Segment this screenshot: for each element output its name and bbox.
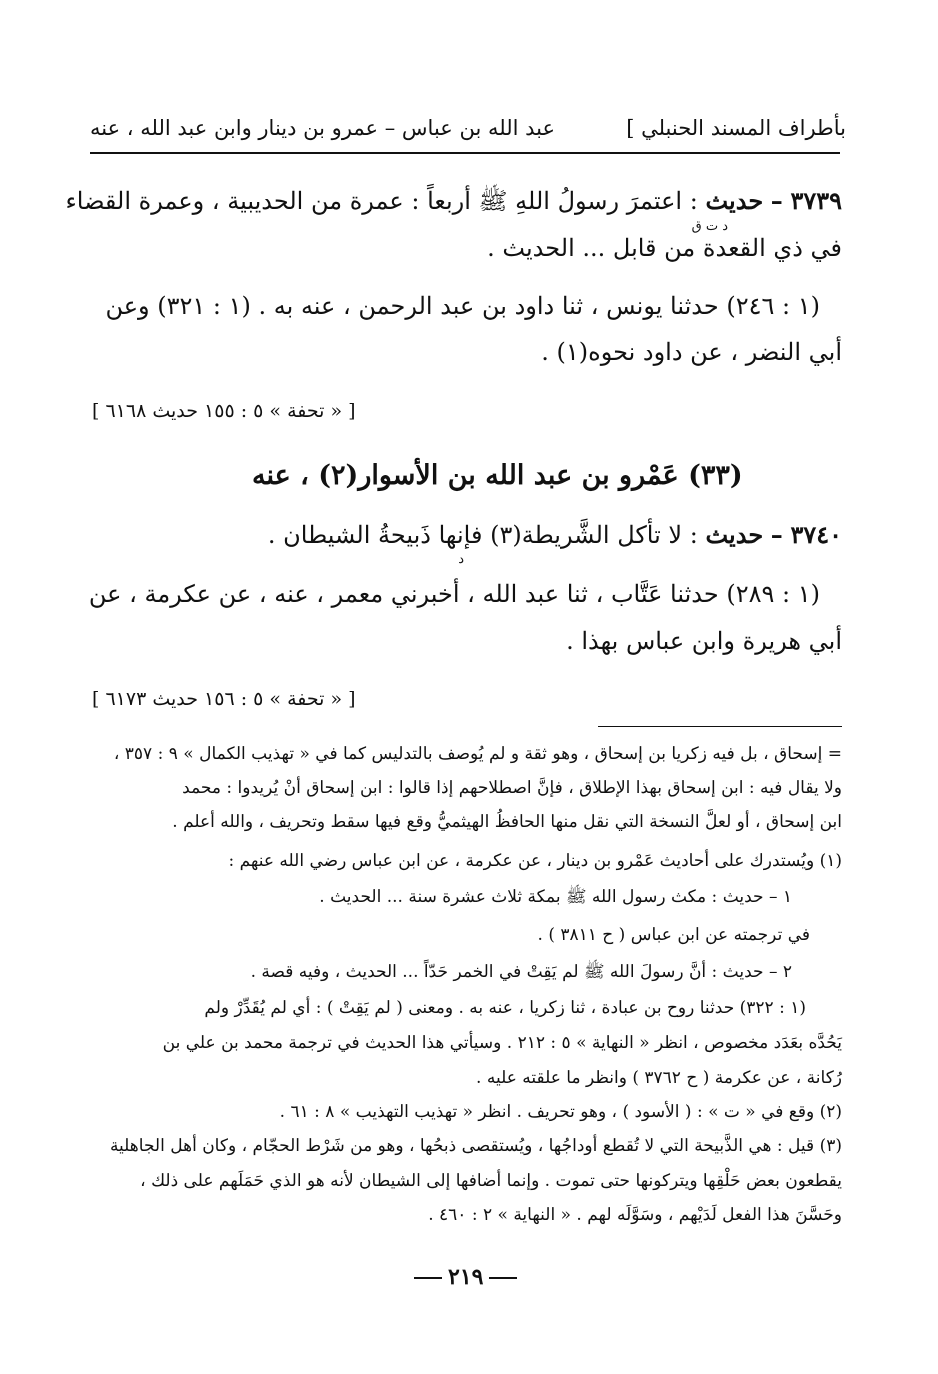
footnote-3-line-3: وحَسَّنَ هذا الفعل لَدَيْهم ، وسَوَّلَه لهم . « النهاية » ٢ : ٤٦٠ . xyxy=(428,1205,842,1225)
footnote-3-line-2: يقطعون بعض حَلْقِها ويتركونها حتى تموت . وإنما أضافها إلى الشيطان لأنه هو الذي حَمَلَهم على ذلك ، xyxy=(140,1171,842,1191)
hadith-3739-label: حديث xyxy=(705,186,764,215)
hadith-3740-text: : لا تأكل الشَّريطة(٣) فإنها ذَبيحةُ الشيطان . xyxy=(267,521,698,549)
footnote-2: (٢) وقع في « ت » : ( الأسود ) ، وهو تحريف . انظر « تهذيب التهذيب » ٨ : ٦١ . xyxy=(279,1102,842,1122)
hadith-3740-source-marks: د xyxy=(458,552,464,567)
footnote-1-item-1-ref: في ترجمته عن ابن عباس ( ح ٣٨١١ ) . xyxy=(537,925,810,945)
footnote-1-line-1: (١) ويُستدرك على أحاديث عَمْرو بن دينار ، عن عكرمة ، عن ابن عباس رضي الله عنهم : xyxy=(228,851,842,871)
footnote-continuation-line-1: = إسحاق ، بل فيه زكريا بن إسحاق ، وهو ثقة و لم يُوصف بالتدليس كما في « تهذيب الكمال » ٩ : ٣٥٧ ، xyxy=(113,744,842,764)
page-number-text: ٢١٩ xyxy=(448,1264,484,1290)
hadith-3740-label: حديث xyxy=(705,520,764,549)
footnote-1-item-2-note-end: رُكانة ، عن عكرمة ( ح ٣٧٦٢ ) وانظر ما علقته عليه . xyxy=(476,1068,842,1088)
hadith-3739-line-1: ٣٧٣٩ – حديث : اعتمرَ رسولُ اللهِ ﷺ أربعاً : عمرة من الحديبية ، وعمرة القضاء xyxy=(65,186,842,215)
footnote-rule xyxy=(598,726,842,727)
hadith-3739-isnad-line-1: (١ : ٢٤٦) حدثنا يونس ، ثنا داود بن عبد الرحمن ، عنه به . (١ : ٣٢١) وعن xyxy=(105,292,820,320)
footnote-1-item-2: ٢ – حديث : أنَّ رسولَ الله ﷺ لم يَقِتْ في الخمر حَدّاً ... الحديث ، وفيه قصة . xyxy=(250,962,792,982)
running-header-book-title: بأطراف المسند الحنبلي ] xyxy=(626,116,846,140)
running-header-section xyxy=(90,116,555,140)
hadith-3739-text: : اعتمرَ رسولُ اللهِ ﷺ أربعاً : عمرة من الحديبية ، وعمرة القضاء xyxy=(65,187,698,215)
footnote-3-line-1: (٣) قيل : هي الذَّبيحة التي لا تُقطع أوداجُها ، ويُستقصى ذبحُها ، وهو من شَرْط الحجّام ، وكان أهل الجاهلية xyxy=(109,1136,842,1156)
footnote-1-item-2-note: يَحُدَّه بعَدَد مخصوص ، انظر « النهاية » ٥ : ٢١٢ . وسيأتي هذا الحديث في ترجمة محمد بن علي بن xyxy=(162,1033,842,1053)
section-heading: (٣٣) عَمْرو بن عبد الله بن الأسوار(٢) ، عنه xyxy=(252,460,743,491)
footnote-continuation-line-3: ابن إسحاق ، أو لعلَّ النسخة التي نقل منها الحافظُ الهيثميُّ وقع فيها سقط وتحريف ، والله أعلم . xyxy=(172,812,842,832)
running-header-section-text: عبد الله بن عباس – عمرو بن دينار وابن عبد الله ، عنه xyxy=(90,116,556,140)
hadith-3739-tuhfa-reference: [ « تحفة » ٥ : ١٥٥ حديث ٦١٦٨ ] xyxy=(92,400,356,422)
footnote-1-item-1: ١ – حديث : مكث رسول الله ﷺ بمكة ثلاث عشرة سنة ... الحديث . xyxy=(319,887,792,907)
hadith-3739-number: ٣٧٣٩ xyxy=(790,186,842,215)
header-rule xyxy=(90,152,840,154)
hadith-3739-isnad-line-2: أبي النضر ، عن داود نحوه(١) . xyxy=(541,338,842,366)
page-number xyxy=(408,1264,523,1290)
hadith-3739-source-marks: د ت ق xyxy=(691,219,728,234)
hadith-3740-isnad-line-2: أبي هريرة وابن عباس بهذا . xyxy=(566,627,842,655)
hadith-3740-number: ٣٧٤٠ xyxy=(790,520,842,549)
hadith-3739-line-2: في ذي القعدة من قابل ... الحديث . xyxy=(487,234,842,262)
footnote-continuation-line-2: ولا يقال فيه : ابن إسحاق بهذا الإطلاق ، فإنَّ اصطلاحهم إذا قالوا : ابن إسحاق أنْ يُريدوا : محمد xyxy=(182,778,842,798)
hadith-3740-isnad-line-1: (١ : ٢٨٩) حدثنا عَتَّاب ، ثنا عبد الله ، أخبرني معمر ، عنه ، عن عكرمة ، عن xyxy=(88,580,820,608)
footnote-1-item-2-isnad: (١ : ٣٢٢) حدثنا روح بن عبادة ، ثنا زكريا ، عنه به . ومعنى ( لم يَقِتْ ) : أي لم يُقَدِّرْ ولم xyxy=(204,998,806,1018)
hadith-3740-line-1: ٣٧٤٠ – حديث : لا تأكل الشَّريطة(٣) فإنها ذَبيحةُ الشيطان . xyxy=(267,520,842,549)
hadith-3740-tuhfa-reference: [ « تحفة » ٥ : ١٥٦ حديث ٦١٧٣ ] xyxy=(92,688,356,710)
